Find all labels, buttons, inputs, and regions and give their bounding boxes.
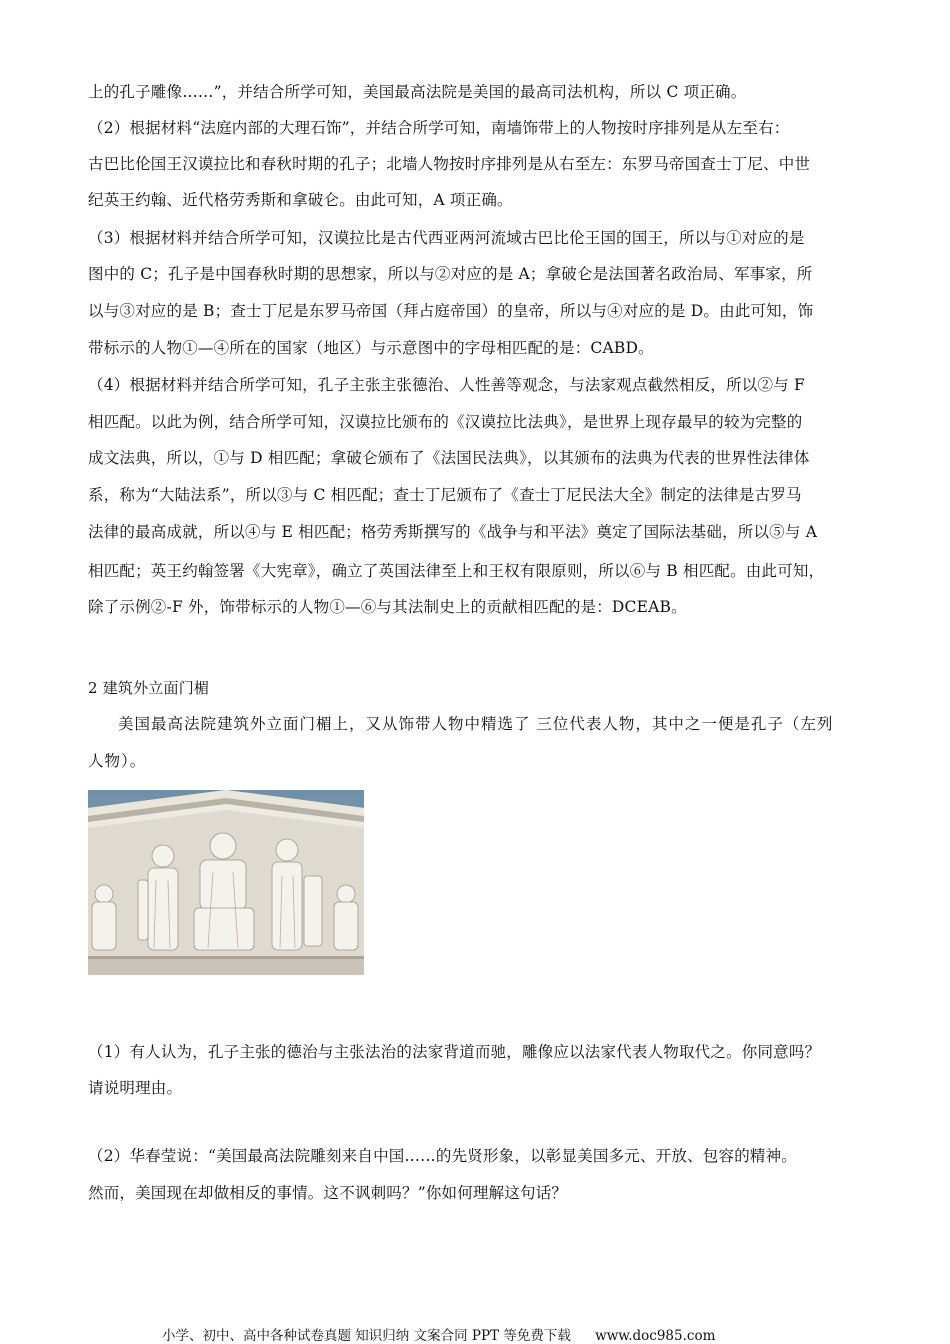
section-intro: 人物）。 [88, 752, 147, 770]
section-heading: 2 建筑外立面门楣 [88, 679, 210, 697]
answer-line: （2）根据材料“法庭内部的大理石饰”，并结合所学可知，南墙饰带上的人物按时序排列是从左至右： [88, 119, 790, 137]
pediment-statue-photo [88, 790, 364, 975]
question-2: （2）华春莹说：“美国最高法院雕刻来自中国……的先贤形象，以彰显美国多元、开放、包容的精神。 [88, 1147, 797, 1165]
footer-text: 小学、初中、高中各种试卷真题 知识归纳 文案合同 PPT 等免费下载 [162, 1328, 571, 1344]
answer-line: 系，称为“大陆法系”，所以③与 C 相匹配；查士丁尼颁布了《查士丁尼民法大全》制定的法律是古罗马 [88, 486, 802, 504]
question-1: （1）有人认为，孔子主张的德治与主张法治的法家背道而驰，雕像应以法家代表人物取代之。你同意吗？ [88, 1043, 821, 1061]
question-2: 然而，美国现在却做相反的事情。这不讽刺吗？”你如何理解这句话？ [88, 1184, 568, 1202]
page-footer [162, 1324, 715, 1344]
answer-line: 法律的最高成就，所以④与 E 相匹配；格劳秀斯撰写的《战争与和平法》奠定了国际法基础，所以⑤与 A [88, 523, 818, 541]
answer-line: 上的孔子雕像……”，并结合所学可知，美国最高法院是美国的最高司法机构，所以 C 项正确。 [88, 83, 747, 101]
answer-line: 除了示例②-F 外，饰带标示的人物①—⑥与其法制史上的贡献相匹配的是：DCEAB。 [88, 598, 687, 616]
answer-line: 带标示的人物①—④所在的国家（地区）与示意图中的字母相匹配的是：CABD。 [88, 339, 654, 357]
answer-line: 图中的 C；孔子是中国春秋时期的思想家，所以与②对应的是 A；拿破仑是法国著名政治局、军事家，所 [88, 265, 813, 283]
answer-line: 古巴比伦国王汉谟拉比和春秋时期的孔子；北墙人物按时序排列是从右至左：东罗马帝国查士丁尼、中世 [88, 155, 811, 173]
section-intro: 美国最高法院建筑外立面门楣上，又从饰带人物中精选了 三位代表人物，其中之一便是孔子（左列 [118, 715, 834, 733]
answer-line: 相匹配；英王约翰签署《大宪章》，确立了英国法律至上和王权有限原则，所以⑥与 B 相匹配。由此可知， [88, 562, 825, 580]
answer-line: 纪英王约翰、近代格劳秀斯和拿破仑。由此可知，A 项正确。 [88, 191, 513, 209]
question-1: 请说明理由。 [88, 1079, 183, 1097]
answer-line: 以与③对应的是 B；查士丁尼是东罗马帝国（拜占庭帝国）的皇帝，所以与④对应的是 D。由此可知，饰 [88, 302, 814, 320]
answer-line: （4）根据材料并结合所学可知，孔子主张主张德治、人性善等观念，与法家观点截然相反，所以②与 F [88, 376, 805, 394]
answer-line: 成文法典，所以，①与 D 相匹配；拿破仑颁布了《法国民法典》，以其颁布的法典为代表的世界性法律体 [88, 449, 810, 467]
footer-url[interactable]: www.doc985.com [595, 1328, 716, 1344]
answer-line: 相匹配。以此为例，结合所学可知，汉谟拉比颁布的《汉谟拉比法典》，是世界上现存最早的较为完整的 [88, 413, 803, 431]
answer-line: （3）根据材料并结合所学可知，汉谟拉比是古代西亚两河流域古巴比伦王国的国王，所以与①对应的是 [88, 229, 805, 247]
